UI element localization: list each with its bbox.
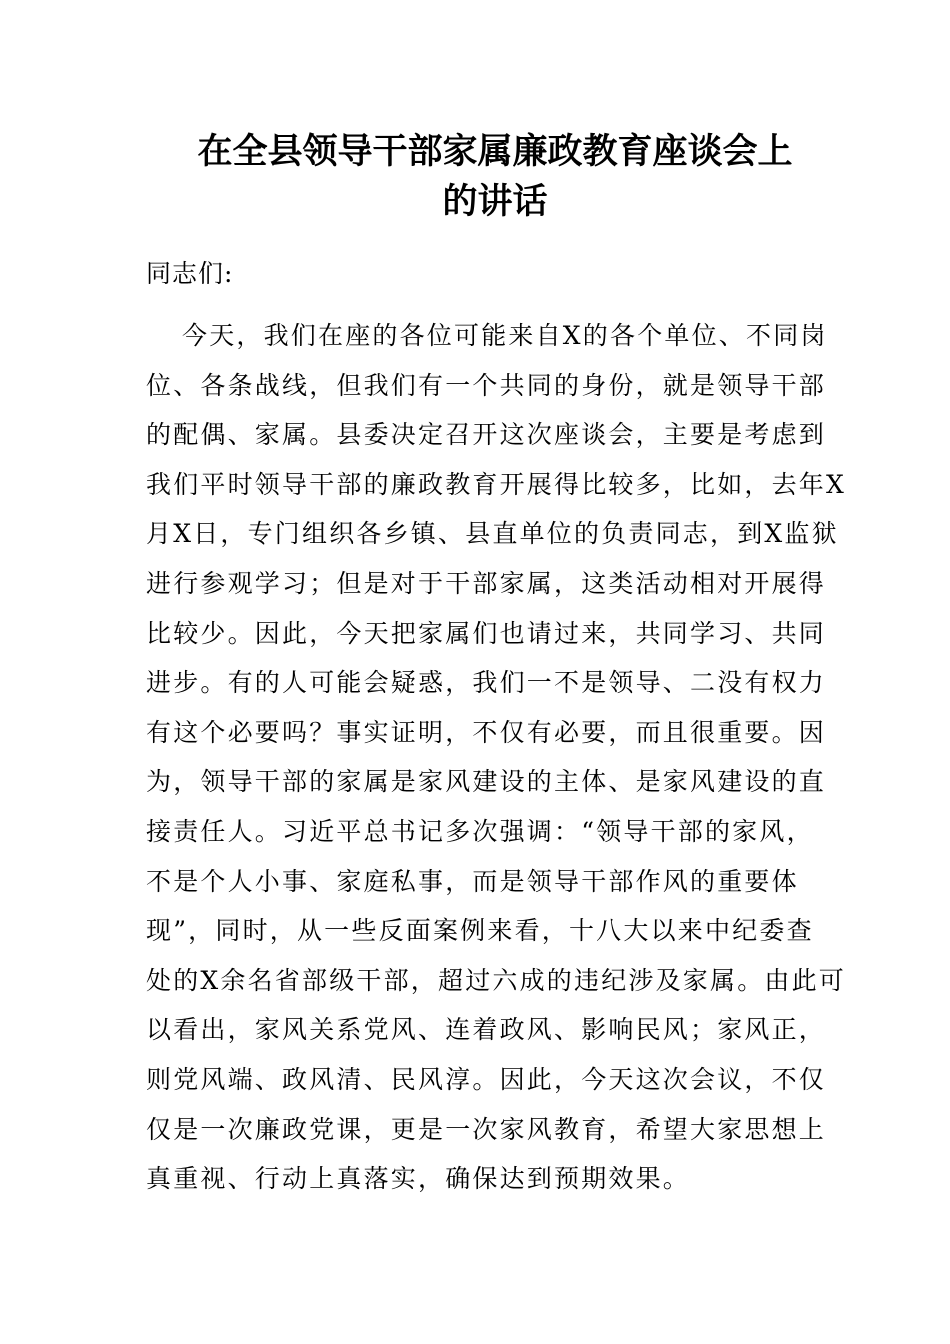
body-paragraph (146, 316, 847, 1209)
document-title-line-2: 的讲话 (442, 181, 548, 222)
paragraph-line: 进步。有的人可能会疑惑，我们一不是领导、二没有权力 (146, 668, 827, 698)
paragraph-line: 为，领导干部的家属是家风建设的主体、是家风建设的直 (146, 767, 827, 797)
paragraph-line: 接责任人。习近平总书记多次强调：“领导干部的家风， (146, 816, 814, 846)
paragraph-line: 不是个人小事、家庭私事，而是领导干部作风的重要体 (146, 866, 799, 896)
paragraph-line: 仅是一次廉政党课，更是一次家风教育，希望大家思想上 (146, 1114, 827, 1144)
salutation: 同志们: (146, 259, 234, 288)
paragraph-line: 则党风端、政风清、民风淳。因此，今天这次会议，不仅 (146, 1064, 827, 1094)
paragraph-line: 比较少。因此，今天把家属们也请过来，共同学习、共同 (146, 618, 827, 648)
document-title-line-1: 在全县领导干部家属廉政教育座谈会上 (197, 131, 793, 172)
paragraph-line: 今天，我们在座的各位可能来自X的各个单位、不同岗 (182, 321, 828, 350)
paragraph-line: 处的X余名省部级干部，超过六成的违纪涉及家属。由此可 (146, 965, 847, 995)
paragraph-line: 有这个必要吗？事实证明，不仅有必要，而且很重要。因 (146, 717, 827, 747)
paragraph-line: 真重视、行动上真落实，确保达到预期效果。 (146, 1164, 691, 1194)
paragraph-line: 我们平时领导干部的廉政教育开展得比较多，比如，去年X (146, 469, 847, 499)
paragraph-line: 月X日，专门组织各乡镇、县直单位的负责同志，到X监狱 (146, 519, 839, 549)
paragraph-line: 位、各条战线，但我们有一个共同的身份，就是领导干部 (146, 370, 827, 400)
paragraph-line: 进行参观学习；但是对于干部家属，这类活动相对开展得 (146, 568, 827, 598)
paragraph-line: 以看出，家风关系党风、连着政风、影响民风；家风正， (146, 1015, 827, 1045)
paragraph-line: 的配偶、家属。县委决定召开这次座谈会，主要是考虑到 (146, 420, 827, 450)
paragraph-line: 现”，同时，从一些反面案例来看，十八大以来中纪委查 (146, 916, 814, 946)
